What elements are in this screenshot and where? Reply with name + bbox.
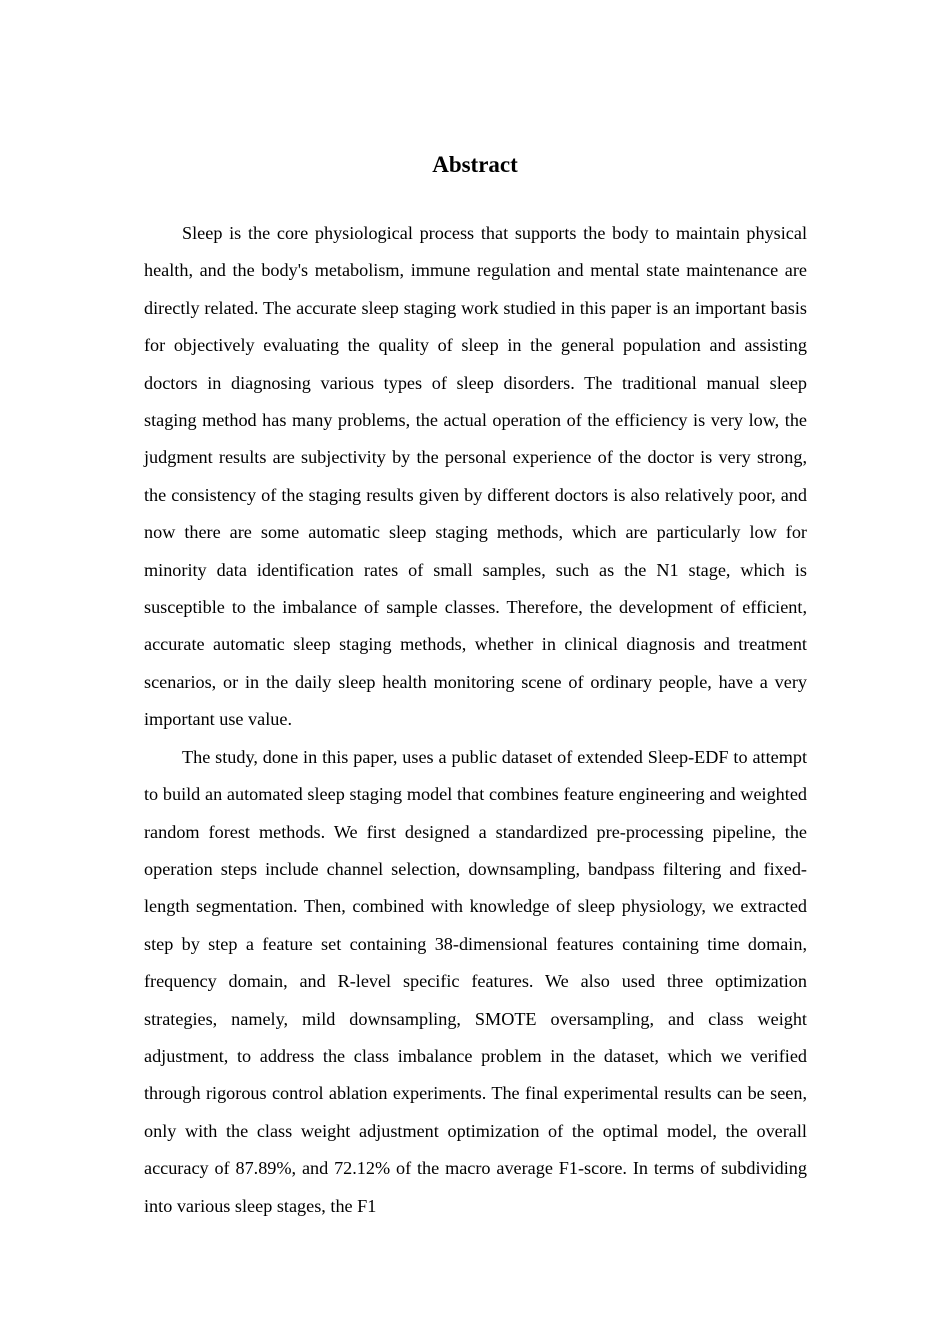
abstract-paragraph-1: Sleep is the core physiological process that supports the body to maintain physical health, and the body's metabolism, immune regulation and mental state maintenance are directly related. The accurate sleep staging work studied in this paper is an important basis for objectively evaluating the quality of sleep in the general population and assisting doctors in diagnosing various types of sleep disorders. The traditional manual sleep staging method has many problems, the actual operation of the efficiency is very low, the judgment results are subjectivity by the personal experience of the doctor is very strong, the consistency of the staging results given by different doctors is also relatively poor, and now there are some automatic sleep staging methods, which are particularly low for minority data identification rates of small samples, such as the N1 stage, which is susceptible to the imbalance of sample classes. Therefore, the development of efficient, accurate automatic sleep staging methods, whether in clinical diagnosis and treatment scenarios, or in the daily sleep health monitoring scene of ordinary people, have a very important use value. bbox=[144, 223, 807, 730]
abstract-body bbox=[144, 215, 807, 1225]
abstract-paragraph-2: The study, done in this paper, uses a public dataset of extended Sleep-EDF to attempt to build an automated sleep staging model that combines feature engineering and weighted random forest methods. We first designed a standardized pre-processing pipeline, the operation steps include channel selection, downsampling, bandpass filtering and fixed-length segmentation. Then, combined with knowledge of sleep physiology, we extracted step by step a feature set containing 38-dimensional features containing time domain, frequency domain, and R-level specific features. We also used three optimization strategies, namely, mild downsampling, SMOTE oversampling, and class weight adjustment, to address the class imbalance problem in the dataset, which we verified through rigorous control ablation experiments. The final experimental results can be seen, only with the class weight adjustment optimization of the optimal model, the overall accuracy of 87.89%, and 72.12% of the macro average F1-score. In terms of subdividing into various sleep stages, the F1 bbox=[144, 746, 807, 1216]
abstract-title: Abstract bbox=[432, 152, 518, 177]
